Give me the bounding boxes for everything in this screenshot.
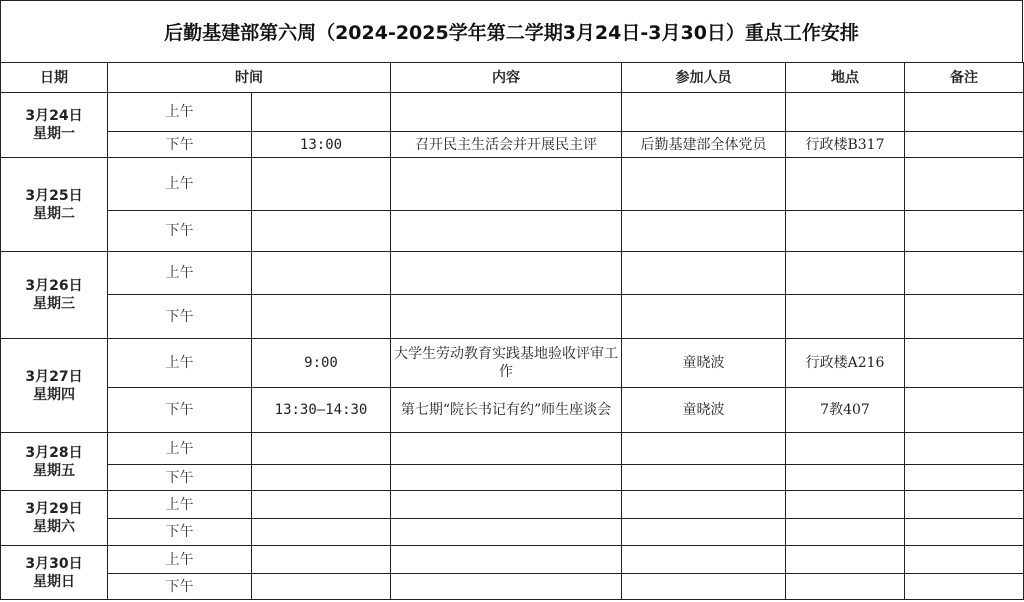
schedule-table <box>0 62 1024 600</box>
location-cell <box>786 546 905 574</box>
time-cell <box>252 295 391 339</box>
table-row <box>1 252 1024 295</box>
period-am: 上午 <box>108 433 252 465</box>
period-am: 上午 <box>108 93 252 132</box>
table-row <box>1 158 1024 211</box>
time-cell <box>252 211 391 252</box>
period-pm: 下午 <box>108 132 252 158</box>
time-cell <box>252 519 391 546</box>
weekday-label: 星期日 <box>33 573 75 590</box>
table-row <box>1 388 1024 433</box>
notes-cell <box>905 158 1024 211</box>
participants-cell: 童晓波 <box>622 388 786 433</box>
period-am: 上午 <box>108 491 252 519</box>
date-label: 3月27日 <box>25 368 83 385</box>
period-am: 上午 <box>108 158 252 211</box>
period-pm: 下午 <box>108 295 252 339</box>
table-row <box>1 295 1024 339</box>
content-cell <box>391 295 622 339</box>
time-cell <box>252 574 391 600</box>
date-cell <box>1 158 108 252</box>
time-cell <box>252 252 391 295</box>
notes-cell <box>905 252 1024 295</box>
date-label: 3月28日 <box>25 444 83 461</box>
participants-cell <box>622 211 786 252</box>
location-cell <box>786 465 905 491</box>
table-row <box>1 132 1024 158</box>
participants-cell: 后勤基建部全体党员 <box>622 132 786 158</box>
content-cell: 大学生劳动教育实践基地验收评审工作 <box>391 339 622 388</box>
weekday-label: 星期二 <box>33 205 75 222</box>
time-cell <box>252 158 391 211</box>
participants-cell <box>622 574 786 600</box>
participants-cell <box>622 158 786 211</box>
content-cell: 第七期“院长书记有约”师生座谈会 <box>391 388 622 433</box>
header-time: 时间 <box>108 63 391 93</box>
weekday-label: 星期六 <box>33 519 75 535</box>
weekday-label: 星期一 <box>33 126 75 142</box>
period-pm: 下午 <box>108 465 252 491</box>
notes-cell <box>905 491 1024 519</box>
header-notes: 备注 <box>905 63 1024 93</box>
period-am: 上午 <box>108 546 252 574</box>
location-cell: 行政楼A216 <box>786 339 905 388</box>
participants-cell: 童晓波 <box>622 339 786 388</box>
period-pm: 下午 <box>108 519 252 546</box>
location-cell: 7教407 <box>786 388 905 433</box>
header-participants: 参加人员 <box>622 63 786 93</box>
date-cell <box>1 546 108 600</box>
header-content: 内容 <box>391 63 622 93</box>
content-cell <box>391 252 622 295</box>
time-cell <box>252 433 391 465</box>
notes-cell <box>905 388 1024 433</box>
location-cell <box>786 93 905 132</box>
location-cell <box>786 491 905 519</box>
location-cell <box>786 519 905 546</box>
content-cell <box>391 465 622 491</box>
table-row <box>1 93 1024 132</box>
date-cell <box>1 339 108 433</box>
content-cell <box>391 93 622 132</box>
header-date: 日期 <box>1 63 108 93</box>
table-row <box>1 339 1024 388</box>
table-row <box>1 574 1024 600</box>
table-row <box>1 433 1024 465</box>
table-row <box>1 491 1024 519</box>
date-cell <box>1 433 108 491</box>
period-pm: 下午 <box>108 574 252 600</box>
participants-cell <box>622 465 786 491</box>
content-cell <box>391 546 622 574</box>
table-row <box>1 519 1024 546</box>
notes-cell <box>905 519 1024 546</box>
time-cell <box>252 491 391 519</box>
time-cell: 13:00 <box>252 132 391 158</box>
table-row <box>1 211 1024 252</box>
location-cell <box>786 211 905 252</box>
weekday-label: 星期四 <box>33 386 75 403</box>
period-pm: 下午 <box>108 388 252 433</box>
notes-cell <box>905 211 1024 252</box>
period-pm: 下午 <box>108 211 252 252</box>
period-am: 上午 <box>108 252 252 295</box>
participants-cell <box>622 295 786 339</box>
content-cell <box>391 211 622 252</box>
date-label: 3月26日 <box>25 278 83 294</box>
period-am: 上午 <box>108 339 252 388</box>
participants-cell <box>622 433 786 465</box>
content-cell <box>391 491 622 519</box>
location-cell <box>786 295 905 339</box>
participants-cell <box>622 519 786 546</box>
header-location: 地点 <box>786 63 905 93</box>
header-row <box>1 63 1024 93</box>
notes-cell <box>905 465 1024 491</box>
table-row <box>1 465 1024 491</box>
date-label: 3月25日 <box>25 187 83 204</box>
notes-cell <box>905 295 1024 339</box>
notes-cell <box>905 546 1024 574</box>
time-cell <box>252 465 391 491</box>
content-cell <box>391 158 622 211</box>
location-cell: 行政楼B317 <box>786 132 905 158</box>
date-cell <box>1 491 108 546</box>
location-cell <box>786 433 905 465</box>
participants-cell <box>622 546 786 574</box>
location-cell <box>786 252 905 295</box>
content-cell <box>391 433 622 465</box>
time-cell: 13:30—14:30 <box>252 388 391 433</box>
location-cell <box>786 158 905 211</box>
notes-cell <box>905 574 1024 600</box>
content-cell <box>391 519 622 546</box>
notes-cell <box>905 132 1024 158</box>
date-label: 3月29日 <box>25 501 83 517</box>
time-cell <box>252 546 391 574</box>
time-cell: 9:00 <box>252 339 391 388</box>
time-cell <box>252 93 391 132</box>
participants-cell <box>622 252 786 295</box>
participants-cell <box>622 93 786 132</box>
content-cell <box>391 574 622 600</box>
table-row <box>1 546 1024 574</box>
date-cell <box>1 93 108 158</box>
participants-cell <box>622 491 786 519</box>
page-title: 后勤基建部第六周（2024-2025学年第二学期3月24日-3月30日）重点工作安排 <box>0 0 1023 62</box>
location-cell <box>786 574 905 600</box>
date-label: 3月24日 <box>25 108 83 124</box>
weekday-label: 星期五 <box>33 462 75 479</box>
notes-cell <box>905 339 1024 388</box>
notes-cell <box>905 433 1024 465</box>
notes-cell <box>905 93 1024 132</box>
date-cell <box>1 252 108 339</box>
date-label: 3月30日 <box>25 555 83 572</box>
weekday-label: 星期三 <box>33 296 75 312</box>
content-cell: 召开民主生活会并开展民主评 <box>391 132 622 158</box>
